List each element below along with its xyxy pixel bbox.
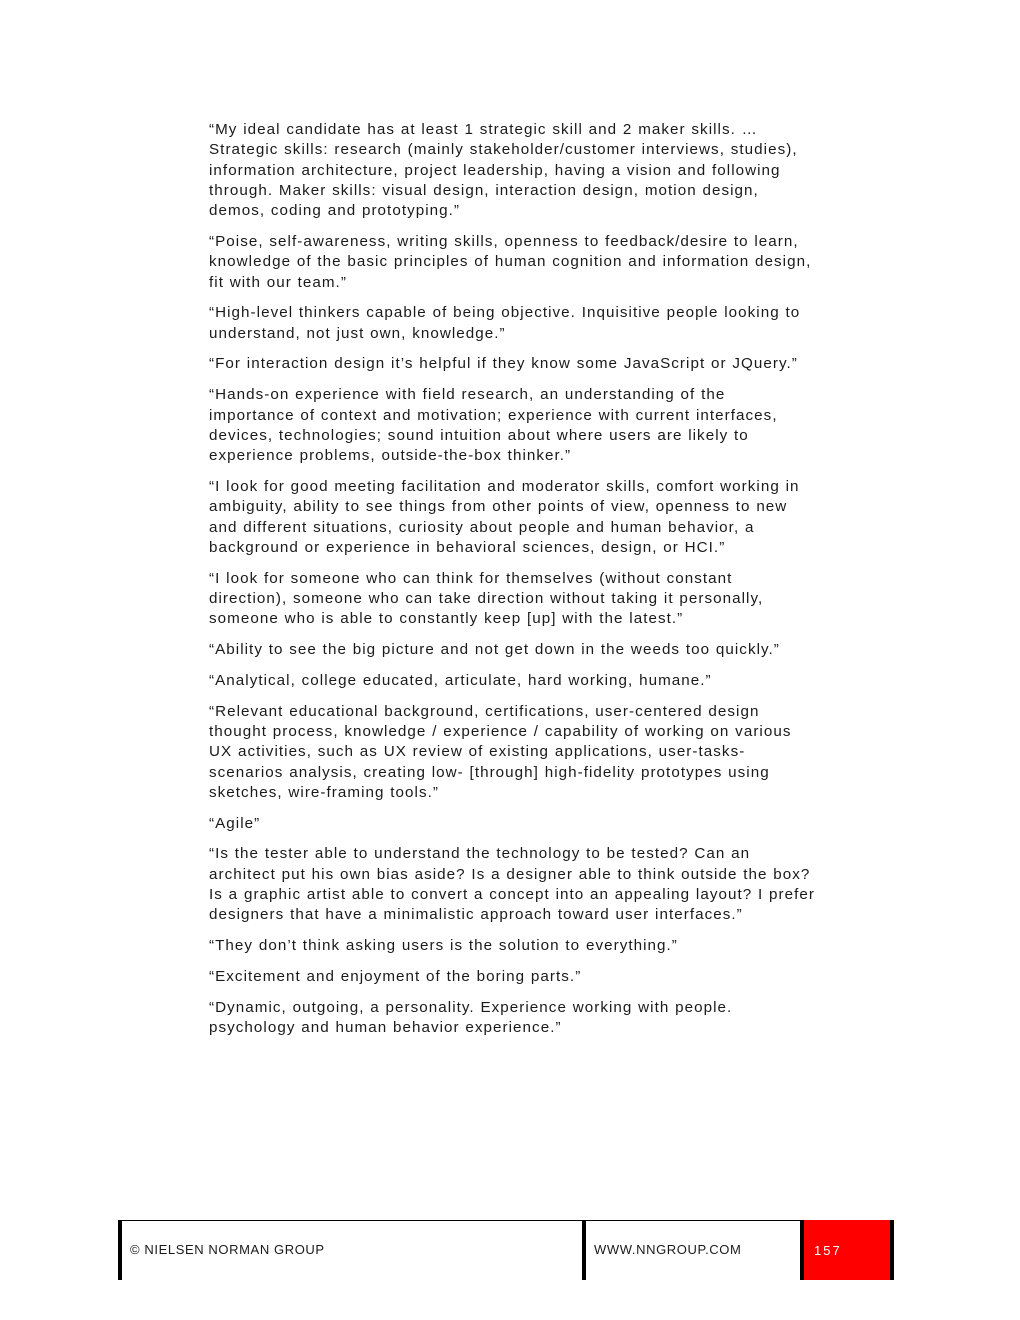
- quote-paragraph: “Is the tester able to understand the technology to be tested? Can an architect put his own bias aside? Is a designer able to think outside the box? Is a graphic artist able to convert a concept into an appealing layout? I prefer designers that have a minimalistic approach toward user interfaces.”: [209, 845, 816, 924]
- copyright-text: © NIELSEN NORMAN GROUP: [130, 1242, 325, 1257]
- page-footer: [118, 1220, 894, 1280]
- page-number-box: [804, 1220, 890, 1280]
- footer-rule: [118, 1220, 802, 1221]
- quote-paragraph: “I look for someone who can think for themselves (without constant direction), someone who can take direction without taking it personally, someone who is able to constantly keep [up] with the latest.”: [209, 569, 764, 628]
- footer-divider-left: [118, 1220, 122, 1280]
- quote-paragraph: “Agile”: [209, 814, 261, 832]
- quote-paragraph: “Excitement and enjoyment of the boring parts.”: [209, 967, 582, 985]
- quote-paragraph: “For interaction design it’s helpful if they know some JavaScript or JQuery.”: [209, 355, 798, 373]
- quote-paragraph: “I look for good meeting facilitation and moderator skills, comfort working in ambiguity, ability to see things from other points of view, openness to new and different situations, curiosity about people and human behavior, a background or experience in behavioral sciences, design, or HCI.”: [209, 477, 800, 556]
- quote-paragraph: “Ability to see the big picture and not get down in the weeds too quickly.”: [209, 641, 780, 659]
- footer-divider-right: [890, 1220, 894, 1280]
- quote-paragraph: “Poise, self-awareness, writing skills, openness to feedback/desire to learn, knowledge of the basic principles of human cognition and information design, fit with our team.”: [209, 232, 812, 291]
- page-number: 157: [814, 1243, 842, 1258]
- website-link[interactable]: WWW.NNGROUP.COM: [594, 1242, 742, 1257]
- quote-paragraph: “Dynamic, outgoing, a personality. Experience working with people. psychology and human behavior experience.”: [209, 998, 733, 1036]
- quote-paragraph: “They don’t think asking users is the solution to everything.”: [209, 937, 678, 955]
- quote-paragraph: “Relevant educational background, certifications, user-centered design thought process, knowledge / experience / capability of working on various UX activities, such as UX review of existing applications, user-tasks-scenarios analysis, creating low- [through] high-fidelity prototypes using sketches, wire-framing tools.”: [209, 702, 792, 801]
- quote-paragraph: “Hands-on experience with field research, an understanding of the importance of context and motivation; experience with current interfaces, devices, technologies; sound intuition about where users are likely to experience problems, outside-the-box thinker.”: [209, 386, 778, 465]
- quote-paragraph: “High-level thinkers capable of being objective. Inquisitive people looking to understand, not just own, knowledge.”: [209, 304, 801, 342]
- quote-paragraph: “My ideal candidate has at least 1 strategic skill and 2 maker skills. … Strategic skills: research (mainly stakeholder/customer interviews, studies), information architecture, project leadership, having a vision and following through. Maker skills: visual design, interaction design, motion design, demos, coding and prototyping.”: [209, 121, 798, 220]
- quote-list: [209, 120, 815, 1049]
- footer-divider-middle: [582, 1220, 586, 1280]
- quote-paragraph: “Analytical, college educated, articulate, hard working, humane.”: [209, 671, 712, 689]
- footer-divider-page-left: [800, 1220, 804, 1280]
